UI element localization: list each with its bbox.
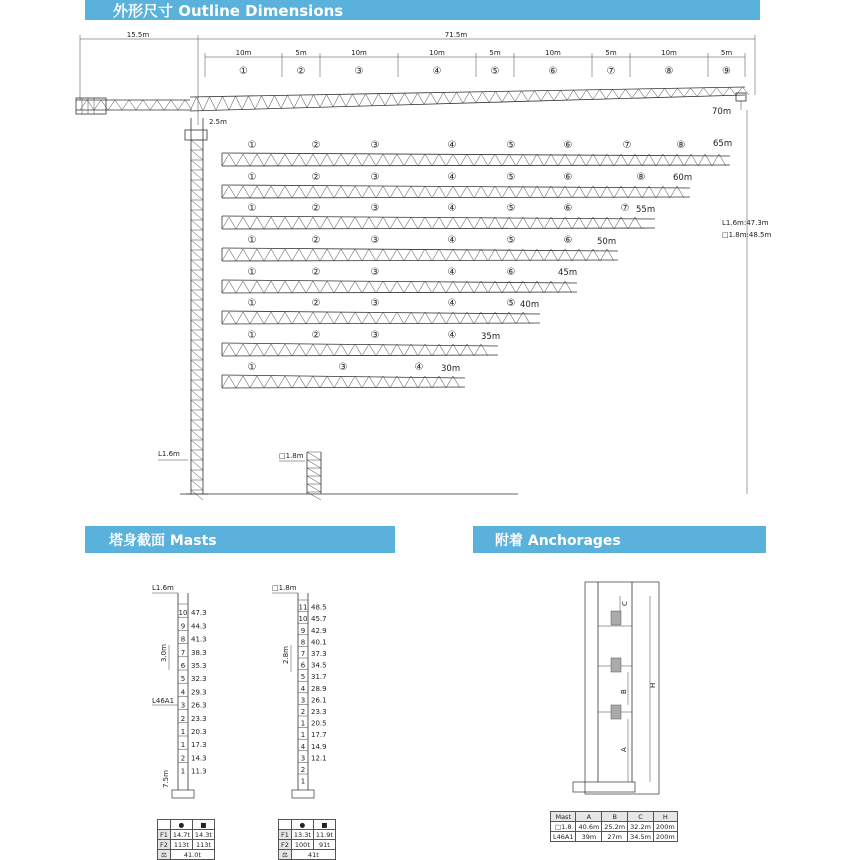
mast-section-height: 32.3	[191, 675, 207, 684]
mast-section-number: 2	[180, 714, 186, 723]
jib-config-row	[222, 330, 500, 356]
jib-section-number: ③	[370, 203, 380, 214]
mast-section-number: 1	[300, 777, 306, 786]
jib-configurations	[222, 139, 732, 388]
jib-section-number: ④	[447, 140, 457, 151]
jib-section-number: ④	[447, 298, 457, 309]
anchor-frame-2	[611, 658, 621, 672]
mast-section-height: 26.3	[191, 701, 207, 710]
jib-section-number: ③	[338, 362, 348, 373]
jib-section-number: ⑦	[606, 66, 616, 77]
jib-config-row	[222, 267, 577, 293]
jib-section-number: ②	[296, 66, 306, 77]
jib-config-length: 30m	[441, 364, 461, 374]
mast-section-number: 2	[300, 766, 306, 774]
jib-section-number: ②	[311, 172, 321, 183]
jib-section-number: ①	[247, 330, 257, 341]
jib-section-length: 5m	[295, 49, 307, 57]
jib-section-number: ⑧	[676, 140, 686, 151]
jib-section-number: ④	[447, 267, 457, 278]
cab	[185, 130, 207, 140]
jib-section-number: ①	[247, 172, 257, 183]
mast-o18-section-label: 2.8m	[282, 646, 290, 664]
jib-section-number: ⑤	[506, 235, 516, 246]
hook-height-o18: □1.8m:48.5m	[722, 231, 772, 239]
mast-section-number: 3	[300, 696, 306, 705]
mast-section-number: 11	[298, 603, 308, 612]
anchor-base	[573, 782, 635, 792]
mast-section-height: 23.3	[311, 708, 327, 716]
mast-section-height: 34.5	[311, 661, 327, 670]
jib-section-length: 5m	[605, 49, 617, 57]
mast-section-number: 6	[180, 662, 186, 670]
mast-section-number: 9	[180, 622, 186, 631]
mast-section-height: 20.3	[191, 728, 207, 736]
mast-section-number: 2	[300, 708, 306, 716]
mast-section-number: 10	[298, 615, 308, 624]
dim-a-label: A	[620, 747, 628, 752]
jib-section-number: ③	[370, 330, 380, 341]
mast-section-height: 20.5	[311, 719, 327, 728]
mast-section-height: 11.3	[191, 767, 207, 776]
mast-section-number: 10	[178, 609, 188, 618]
mast-o18-load-table: ● ■ F1 13.3t 11.9t F2 100t 91t ⚖ 41t	[278, 819, 336, 860]
mast-section-height: 14.9	[311, 742, 327, 751]
mast-section-height: 17.7	[311, 731, 327, 740]
jib-section-number: ⑥	[506, 267, 516, 278]
mast-section-number: 7	[300, 650, 306, 658]
jib-section-number: ③	[354, 66, 364, 77]
mast-l16-base-label: 7.5m	[162, 770, 170, 788]
jib-section-number: ⑥	[563, 203, 573, 214]
mast-section-height: 35.3	[191, 662, 207, 670]
anchorage-diagram	[573, 582, 659, 794]
hook-height-l16: L1.6m:47.3m	[722, 219, 769, 227]
mast-section-number: 4	[300, 742, 306, 751]
jib-section-number: ⑤	[506, 298, 516, 309]
jib-config-length: 45m	[558, 268, 578, 278]
mast-l16-top-label: L1.6m	[152, 584, 174, 592]
top-dimensions	[80, 31, 755, 125]
jib-section-number: ⑥	[548, 66, 558, 77]
jib-section-length: 10m	[429, 49, 445, 57]
mast-l16-diagram	[152, 584, 207, 798]
mast-l16-load-table: ● ■ F1 14.7t 14.3t F2 113t 113t ⚖ 41.0t	[157, 819, 215, 860]
mast-section-height: 38.3	[191, 648, 207, 657]
main-jib	[76, 87, 749, 126]
jib-section-length: 5m	[720, 49, 733, 57]
jib-section-length: 5m	[489, 49, 501, 57]
dim-h-label: H	[649, 682, 657, 688]
jib-section-number: ①	[239, 66, 248, 77]
jib-section-number: ②	[311, 203, 321, 214]
jib-section-number: ⑦	[620, 203, 630, 214]
jib-section-number: ③	[370, 172, 380, 183]
mast-section-height: 44.3	[191, 622, 207, 631]
jib-section-number: ⑧	[636, 172, 646, 183]
jib-section-number: ④	[432, 66, 442, 77]
dim-c-label: C	[621, 601, 629, 606]
jib-config-length: 55m	[636, 205, 656, 215]
masts-header-text: 塔身截面 Masts	[109, 532, 217, 549]
jib-section-number: ①	[247, 298, 257, 309]
jib-section-number: ④	[447, 330, 457, 341]
mast-section-number: 9	[300, 626, 306, 635]
jib-section-number: ②	[311, 235, 321, 246]
jib-config-length: 65m	[713, 139, 733, 149]
mast-section-number: 5	[300, 673, 306, 682]
mast-section-height: 37.3	[311, 650, 327, 658]
weight-icon: ⚖	[158, 850, 171, 860]
weight-icon: ⚖	[279, 850, 292, 860]
jib-section-number: ③	[370, 235, 380, 246]
jib-section-number: ⑧	[664, 66, 674, 77]
jib-config-row	[222, 298, 540, 324]
mast-section-height: 42.9	[311, 626, 327, 635]
table-row: L46A1 39m 27m 34.5m 200m	[551, 832, 678, 842]
jib-section-number: ④	[414, 362, 424, 373]
jib-section-number: ②	[311, 140, 321, 151]
mast-section-number: 7	[180, 648, 186, 657]
jib-section-number: ①	[247, 140, 257, 151]
jib-section-number: ⑤	[506, 203, 516, 214]
jib-section-number: ③	[370, 267, 380, 278]
mast-l16-label: L1.6m	[158, 450, 180, 458]
mast-section-height: 12.1	[311, 754, 327, 763]
jib-config-length: 35m	[481, 332, 501, 342]
outline-header-text: 外形尺寸 Outline Dimensions	[113, 1, 344, 20]
jib-config-row	[222, 203, 655, 229]
jib-section-number: ⑤	[506, 140, 516, 151]
jib-section-number: ③	[370, 140, 380, 151]
mast-section-number: 5	[180, 675, 186, 684]
mast-section-number: 1	[300, 719, 306, 728]
jib-section-length: 10m	[661, 49, 677, 57]
anchorages-header-text: 附着 Anchorages	[495, 532, 621, 549]
jib-section-number: ③	[370, 298, 380, 309]
jib-section-number: ⑤	[506, 172, 516, 183]
anchor-frame-3	[611, 611, 621, 625]
jib-section-number: ①	[247, 267, 257, 278]
jib-total-length: 71.5m	[444, 31, 468, 39]
mast-section-height: 41.3	[191, 635, 207, 644]
mast-section-height: 17.3	[191, 741, 207, 750]
jib-config-row	[222, 362, 465, 388]
mast-section-number: 4	[300, 684, 306, 693]
jib-section-number: ②	[311, 298, 321, 309]
counter-jib-length: 15.5m	[126, 31, 150, 39]
mast-section-number: 1	[180, 741, 186, 750]
jib-section-number: ①	[247, 362, 257, 373]
mast-section-height: 48.5	[311, 603, 327, 612]
head-offset: 2.5m	[209, 118, 227, 126]
jib-config-length: 50m	[597, 237, 617, 247]
jib-section-number: ⑥	[563, 140, 573, 151]
mast-section-height: 29.3	[191, 688, 207, 697]
anchorage-table: Mast A B C H □1.8 40.6m 25.2m 32.2m 200m L46A1 39m 27m 34.5m 200m	[550, 811, 678, 842]
jib-section-number: ⑤	[490, 66, 500, 77]
jib-section-length: 10m	[351, 49, 367, 57]
jib-config-row	[222, 172, 692, 198]
mast-l16-section-label: 3.0m	[160, 644, 168, 662]
jib-section-length: 10m	[545, 49, 561, 57]
mast-section-number: 3	[180, 701, 186, 710]
jib-section-number: ⑦	[622, 140, 632, 151]
jib-section-number: ⑥	[563, 172, 573, 183]
mast-section-height: 31.7	[311, 673, 327, 682]
jib-section-number: ①	[247, 235, 257, 246]
jib-section-number: ⑨	[722, 66, 731, 77]
jib-section-number: ④	[447, 203, 457, 214]
dim-b-label: B	[620, 689, 628, 694]
jib-section-number: ⑥	[563, 235, 573, 246]
table-row: □1.8 40.6m 25.2m 32.2m 200m	[551, 822, 678, 832]
mast-l16-anchor-label: L46A1	[152, 697, 175, 705]
jib-config-row	[222, 235, 618, 261]
mast-section-height: 28.9	[311, 684, 327, 693]
jib-section-number: ①	[247, 203, 257, 214]
mast-section-number: 2	[180, 754, 186, 763]
mast-section-number: 1	[180, 767, 186, 776]
mast-o18-top-label: □1.8m	[272, 584, 297, 592]
jib-config-row	[222, 139, 732, 166]
jib-section-number: ④	[447, 235, 457, 246]
mast-section-number: 8	[180, 635, 186, 644]
mast-section-number: 6	[300, 661, 306, 670]
main-jib-length: 70m	[712, 107, 732, 117]
jib-section-length: 10m	[235, 49, 252, 57]
mast-section-height: 40.1	[311, 638, 327, 647]
mast-section-height: 45.7	[311, 615, 327, 624]
mast-section-number: 8	[300, 638, 306, 647]
mast-o18-diagram	[272, 584, 327, 798]
jib-section-number: ②	[311, 330, 321, 341]
anchor-frame-1	[611, 705, 621, 719]
jib-config-length: 60m	[673, 173, 693, 183]
mast-section-height: 26.1	[311, 696, 327, 705]
jib-section-number: ②	[311, 267, 321, 278]
mast-section-height: 23.3	[191, 714, 207, 723]
mast-section-number: 1	[180, 728, 186, 736]
mast-section-height: 14.3	[191, 754, 207, 763]
mast-section-number: 1	[300, 731, 306, 740]
mast-section-height: 47.3	[191, 609, 207, 618]
mast-o18-label: □1.8m	[279, 452, 304, 460]
mast-section-number: 3	[300, 754, 306, 763]
jib-config-length: 40m	[520, 300, 540, 310]
jib-section-number: ④	[447, 172, 457, 183]
mast-section-number: 4	[180, 688, 186, 697]
